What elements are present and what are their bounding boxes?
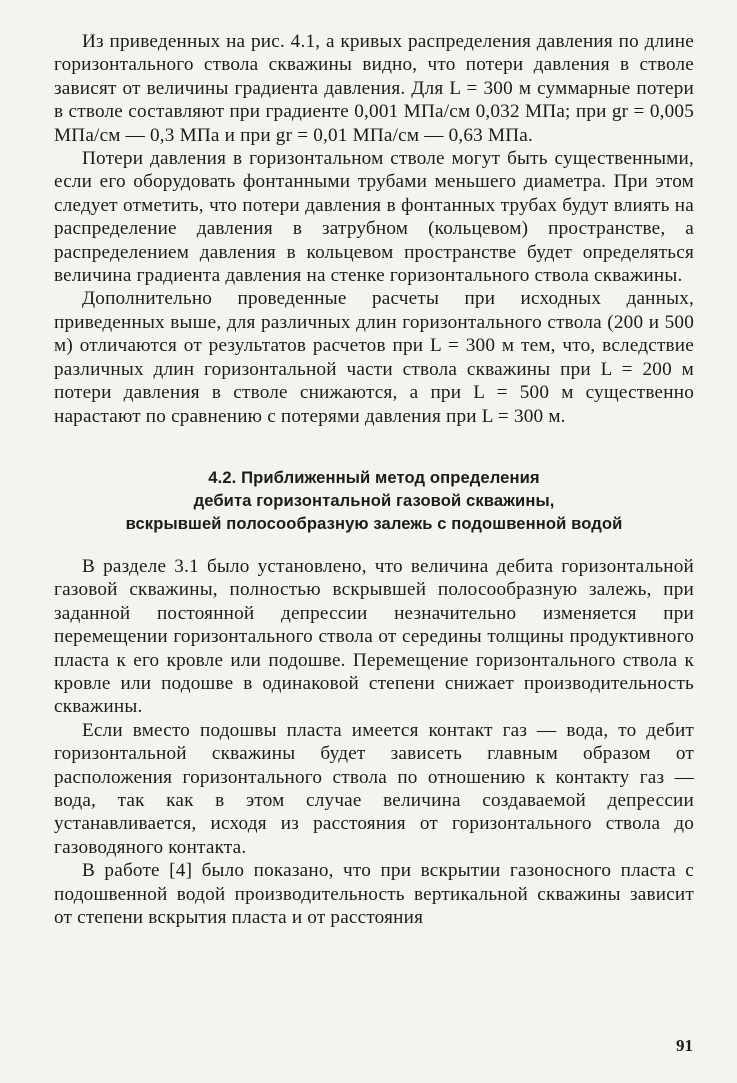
section-heading-line: 4.2. Приближенный метод определения xyxy=(208,467,540,487)
paragraph: Потери давления в горизонтальном стволе могут быть существенными, если его оборудовать фонтанными трубами меньшего диаметра. При этом следует отметить, что потери давления в фонтанных трубах будут влиять на распределение давления в затрубном (кольцевом) пространстве, а распределением давления в кольцевом пространстве будет определяться величина градиента давления на стенке горизонтального ствола скважины. xyxy=(54,148,694,287)
body-text xyxy=(54,30,694,929)
section-heading xyxy=(54,466,694,535)
paragraph: Если вместо подошвы пласта имеется контакт газ — вода, то дебит горизонтальной скважины будет зависеть главным образом от расположения горизонтального ствола по отношению к контакту газ — вода, так как в этом случае величина создаваемой депрессии устанавливается, исходя из расстояния от горизонтального ствола до газоводяного контакта. xyxy=(54,719,694,858)
section-heading-line: дебита горизонтальной газовой скважины, xyxy=(193,490,555,510)
paragraph: Из приведенных на рис. 4.1, a кривых распределения давления по длине горизонтального ствола скважины видно, что потери давления в стволе зависят от величины градиента давления. Для L = 300 м суммарные потери в стволе составляют при градиенте 0,001 МПа/см 0,032 МПа; при gr = 0,005 МПа/см — 0,3 МПа и при gr = 0,01 МПа/см — 0,63 МПа. xyxy=(54,31,694,146)
paragraph: В разделе 3.1 было установлено, что величина дебита горизонтальной газовой скважины, полностью вскрывшей полосообразную залежь, при заданной постоянной депрессии незначительно изменяется при перемещении горизонтального ствола от середины толщины продуктивного пласта к его кровле или подошве. Перемещение горизонтального ствола к кровле или подошве в одинаковой степени снижает производительность скважины. xyxy=(54,555,694,718)
paragraph: В работе [4] было показано, что при вскрытии газоносного пласта с подошвенной водой производительность вертикальной скважины зависит от степени вскрытия пласта и от расстояния xyxy=(54,860,694,928)
page-number: 91 xyxy=(676,1036,693,1055)
paragraph: Дополнительно проведенные расчеты при исходных данных, приведенных выше, для различных длин горизонтального ствола (200 и 500 м) отличаются от результатов расчетов при L = 300 м тем, что, вследствие различных длин горизонтальной части ствола скважины при L = 200 м потери давления в стволе снижаются, а при L = 500 м существенно нарастают по сравнению с потерями давления при L = 300 м. xyxy=(54,288,694,427)
section-heading-line: вскрывшей полосообразную залежь с подошвенной водой xyxy=(125,513,623,533)
